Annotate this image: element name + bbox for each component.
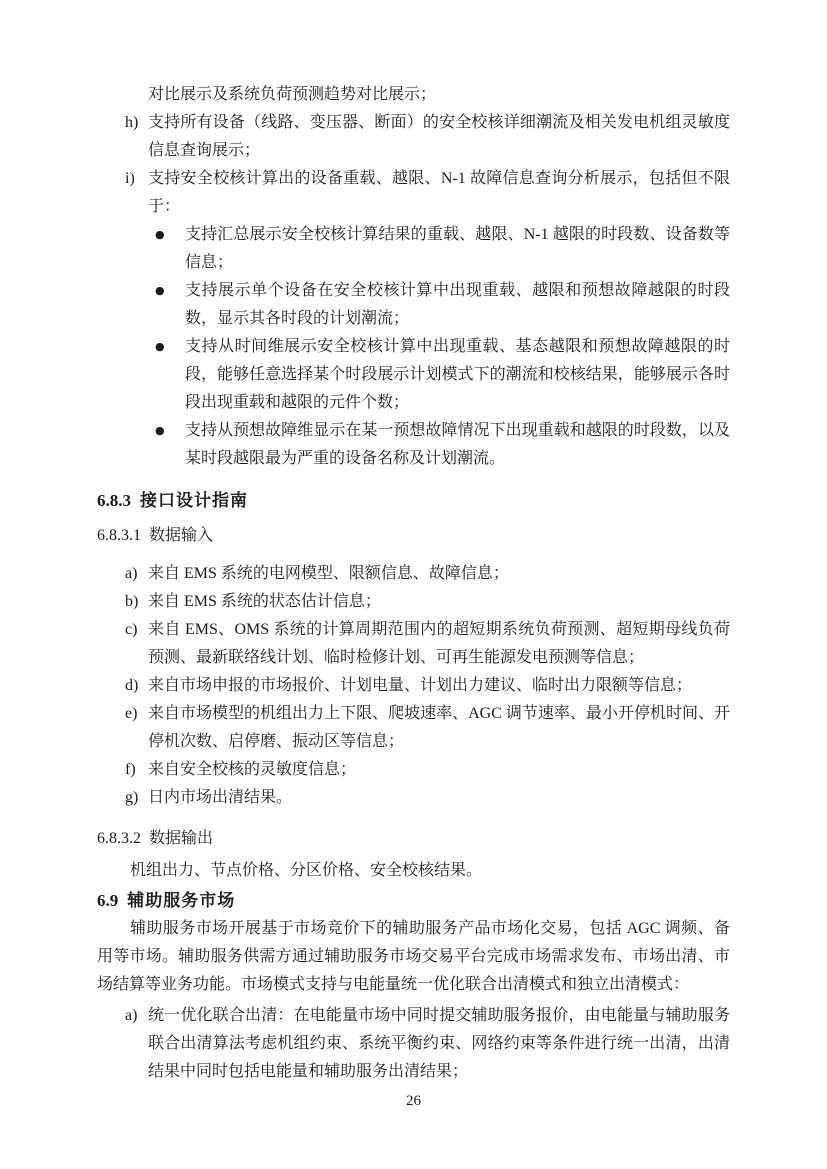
bullet-text: 支持展示单个设备在安全校核计算中出现重载、越限和预想故障越限的时段数，显示其各时段的计划潮流；: [185, 282, 730, 327]
clearing-item-a: [97, 1002, 730, 1086]
bullet-text: 支持从预想故障维显示在某一预想故障情况下出现重载和越限的时段数，以及某时段越限最为严重的设备名称及计划潮流。: [185, 422, 730, 467]
bullet-item: [97, 417, 730, 473]
ancillary-market-paragraph: 辅助服务市场开展基于市场竞价下的辅助服务产品市场化交易，包括 AGC 调频、备用等市场。辅助服务供需方通过辅助服务市场交易平台完成市场需求发布、市场出清、市场结算等业务功能。市场模式支持与电能量统一优化联合出清模式和独立出清模式：: [97, 920, 730, 993]
section-title: 接口设计指南: [140, 491, 248, 510]
data-input-item-c: [97, 616, 730, 672]
section-title: 辅助服务市场: [127, 891, 236, 910]
data-input-item-g: [97, 784, 730, 812]
list-label: b): [125, 593, 139, 610]
bullet-icon: ●: [155, 424, 165, 437]
data-input-item-e: [97, 700, 730, 756]
list-text: 来自 EMS 系统的电网模型、限额信息、故障信息；: [148, 565, 509, 582]
data-input-item-b: [97, 588, 730, 616]
list-text: 支持安全校核计算出的设备重载、越限、N-1 故障信息查询分析展示，包括但不限于：: [148, 170, 730, 215]
list-label: f): [125, 761, 136, 778]
bullet-icon: ●: [155, 228, 165, 241]
list-text: 来自 EMS 系统的状态估计信息；: [148, 593, 381, 610]
section-number: 6.9: [97, 891, 119, 910]
list-label: d): [125, 677, 139, 694]
bullet-item: [97, 221, 730, 277]
list-text: 支持所有设备（线路、变压器、断面）的安全校核详细潮流及相关发电机组灵敏度信息查询展示；: [148, 114, 730, 159]
bullet-item: [97, 277, 730, 333]
section-heading-6-8-3: [97, 487, 730, 515]
list-label: i): [125, 170, 135, 187]
list-label: e): [125, 705, 138, 722]
list-item-continuation: 对比展示及系统负荷预测趋势对比展示；: [148, 86, 437, 103]
list-label: a): [125, 565, 138, 582]
page-number: 26: [406, 1093, 421, 1109]
subsection-heading-6-8-3-1: [97, 522, 730, 550]
list-text: 来自市场模型的机组出力上下限、爬坡速率、AGC 调节速率、最小开停机时间、开停机次数、启停磨、振动区等信息；: [148, 705, 730, 750]
list-text: 来自市场申报的市场报价、计划电量、计划出力建议、临时出力限额等信息；: [148, 677, 693, 694]
subsection-number: 6.8.3.2: [97, 830, 141, 847]
subsection-title: 数据输入: [149, 527, 214, 544]
list-label: c): [125, 621, 138, 638]
data-input-item-a: [97, 560, 730, 588]
bullet-icon: ●: [155, 340, 165, 353]
list-text: 来自安全校核的灵敏度信息；: [148, 761, 357, 778]
list-item-i: [97, 165, 730, 221]
data-output-paragraph: 机组出力、节点价格、分区价格、安全校核结果。: [130, 862, 483, 879]
data-input-item-f: [97, 756, 730, 784]
subsection-title: 数据输出: [149, 830, 214, 847]
list-item-h: [97, 109, 730, 165]
list-label: g): [125, 789, 139, 806]
list-text: 日内市场出清结果。: [148, 789, 293, 806]
subsection-number: 6.8.3.1: [97, 527, 141, 544]
list-text: 统一优化联合出清：在电能量市场中同时提交辅助服务报价，由电能量与辅助服务联合出清算法考虑机组约束、系统平衡约束、网络约束等条件进行统一出清，出清结果中同时包括电能量和辅助服务出清结果；: [148, 1007, 730, 1080]
bullet-item: [97, 333, 730, 417]
section-number: 6.8.3: [97, 491, 131, 510]
bullet-text: 支持从时间维展示安全校核计算中出现重载、基态越限和预想故障越限的时段，能够任意选择某个时段展示计划模式下的潮流和校核结果，能够展示各时段出现重载和越限的元件个数；: [185, 338, 730, 411]
section-heading-6-9: [97, 887, 730, 915]
subsection-heading-6-8-3-2: [97, 825, 730, 853]
bullet-text: 支持汇总展示安全校核计算结果的重载、越限、N-1 越限的时段数、设备数等信息；: [185, 226, 730, 271]
list-label: h): [125, 114, 139, 131]
data-input-item-d: [97, 672, 730, 700]
list-label: a): [125, 1007, 138, 1024]
list-text: 来自 EMS、OMS 系统的计算周期范围内的超短期系统负荷预测、超短期母线负荷预测、最新联络线计划、临时检修计划、可再生能源发电预测等信息；: [148, 621, 730, 666]
bullet-icon: ●: [155, 284, 165, 297]
